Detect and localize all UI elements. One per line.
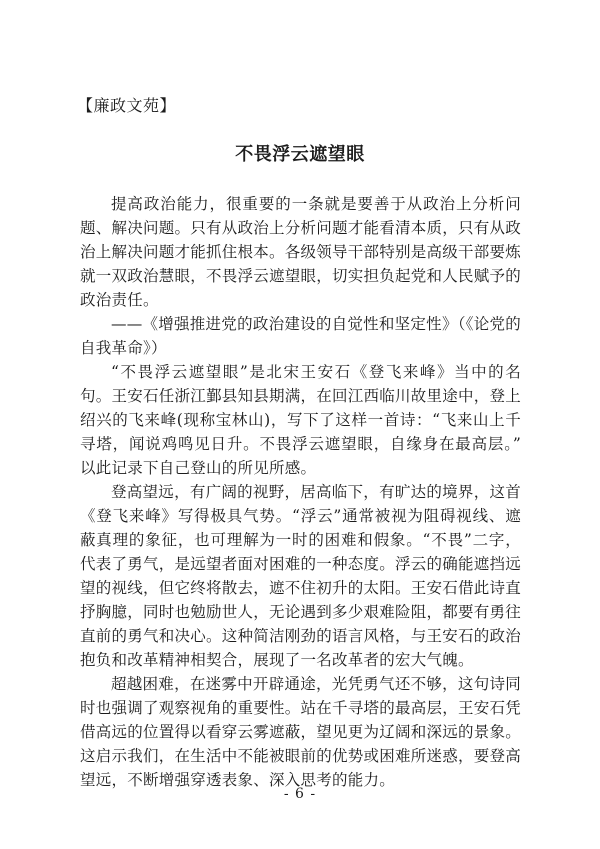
article-title: 不畏浮云遮望眼 [235, 144, 365, 165]
body-paragraph: “不畏浮云遮望眼”是北宋王安石《登飞来峰》当中的名句。王安石任浙江鄞县知县期满，在回江西临川故里途中，登上绍兴的飞来峰(现称宝林山)，写下了这样一首诗：“飞来山上千寻塔，闻说鸡鸣见日升。不畏浮云遮望眼，自缘身在最高层。”以此记录下自己登山的所见所感。 [80, 363, 522, 477]
body-paragraph: 超越困难，在迷雾中开辟通途，光凭勇气还不够，这句诗同时也强调了观察视角的重要性。站在千寻塔的最高层，王安石凭借高远的位置得以看穿云雾遮蔽，望见更为辽阔和深远的景象。这启示我们，在生活中不能被眼前的优势或困难所迷惑，要登高望远，不断增强穿透表象、深入思考的能力。 [80, 675, 522, 789]
body-paragraph: 提高政治能力，很重要的一条就是要善于从政治上分析问题、解决问题。只有从政治上分析问题才能看清本质，只有从政治上解决问题才能抓住根本。各级领导干部特别是高级干部要炼就一双政治慧眼，不畏浮云遮望眼，切实担负起党和人民赋予的政治责任。 [80, 195, 522, 309]
article-body [80, 192, 521, 792]
page-number: - 6 - [283, 786, 317, 802]
citation-paragraph: ——《增强推进党的政治建设的自觉性和坚定性》（《论党的自我革命》） [80, 315, 521, 357]
body-paragraph: 登高望远，有广阔的视野，居高临下，有旷达的境界，这首《登飞来峰》写得极具气势。“浮云”通常被视为阻碍视线、遮蔽真理的象征，也可理解为一时的困难和假象。“不畏”二字，代表了勇气，是远望者面对困难的一种态度。浮云的确能遮挡远望的视线，但它终将散去，遮不住初升的太阳。王安石借此诗直抒胸臆，同时也勉励世人，无论遇到多少艰难险阻，都要有勇往直前的勇气和决心。这种简洁刚劲的语言风格，与王安石的政治抱负和改革精神相契合，展现了一名改革者的宏大气魄。 [80, 483, 522, 669]
section-header: 【廉政文苑】 [77, 96, 177, 115]
